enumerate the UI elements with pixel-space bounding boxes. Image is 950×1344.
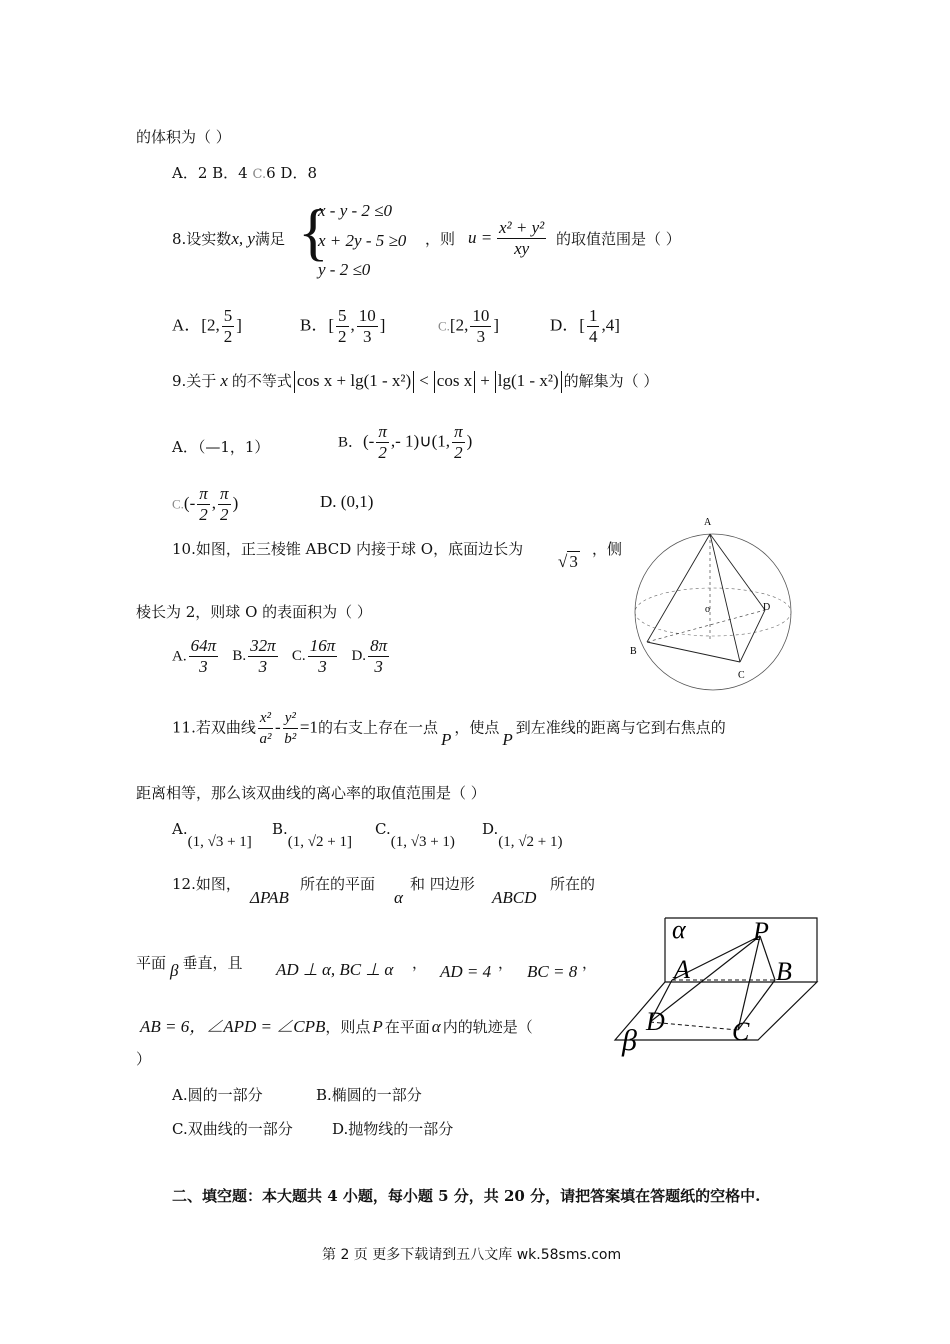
q12-alpha2: α [431,1017,441,1036]
q9-opt-b-pi2: π [454,422,463,441]
page-footer: 第 2 页 更多下载请到五八文库 wk.58sms.com [322,1247,622,1263]
q11-mid2: ，使点 [454,718,500,737]
q10-opt-d-num: 8π [370,636,388,655]
q8-option-c [438,306,499,347]
q9-expr2: cos x [436,371,473,390]
q10-opt-a-label: A. [172,648,187,665]
q8-ineq3: y - 2 ≤0 [318,260,371,279]
q11-eq1: =1 [299,717,318,737]
q8-brace: { [298,196,329,267]
q8-opt-a-den: 2 [223,327,233,346]
q11-option-b [272,820,352,851]
q9-opt-c-close: ) [232,493,239,513]
q11-opt-b: (1, √2 + 1] [287,834,352,850]
q9-opt-c-pi: π [199,484,208,503]
q12-line2 [136,952,243,981]
q10-opt-c-label: C. [291,648,306,665]
q12-cond5: ，∠APD = ∠CPB [189,1017,326,1036]
q9-option-d: D. (0,1) [320,492,374,511]
q11-opt-a: (1, √3 + 1] [187,834,252,850]
q8-then: ，则 [425,230,456,248]
q10-sqrt3: √ 3 [558,552,578,571]
q11-a2: a² [259,731,272,747]
q8-opt-a-num: 5 [223,306,233,325]
q12-abcd: ABCD [492,888,537,907]
q8-opt-c-end: ] [493,315,500,335]
q8-vars: x, y [231,229,255,248]
q11-option-d [482,820,562,851]
fig-label-d: D [646,1007,665,1036]
q12-line3-c: 内的轨迹是（ [442,1018,533,1036]
q11-tail: 到左准线的距离与它到右焦点的 [515,718,726,737]
q10-opt-b-label: B. [232,648,247,665]
q9-lt: < [419,371,429,390]
fig-label-b: B [776,957,792,986]
q7-options-cd: 6 D．8 [266,164,317,182]
q9-opt-c-open: (- [183,493,196,513]
q10-opt-b-num: 32π [250,636,276,655]
q8-suffix: 的取值范围是（ ） [556,230,681,248]
q12-option-b: B.椭圆的一部分 [316,1086,422,1104]
q9-opt-b-2b: 2 [454,443,463,462]
q11-opt-c: (1, √3 + 1) [390,834,455,850]
q11-b2: b² [284,731,297,747]
q8-opt-b-num1: 5 [338,306,347,325]
q9-opt-c-pi2: π [220,484,229,503]
q10-opt-a-num: 64π [190,636,217,655]
q12-cond4: AB = 6 [140,1017,190,1036]
q8-option-b: B．[ $\frac{5}{2}$ , $\frac{10}{3}$ ] [300,306,386,346]
q8-prefix-text: 8.设实数 [172,230,232,248]
q12-comma1: ， [412,954,428,972]
q12-line2-b: 垂直，且 [182,954,243,972]
q9-stem [172,370,658,393]
q9-plus: + [480,371,490,390]
q10-opt-a-den: 3 [199,657,208,676]
fig-label-c: C [732,1017,750,1046]
q11-opt-d-label: D. [482,820,499,838]
q8-option-a [172,306,242,347]
q12-option-c: C.双曲线的一部分 [172,1120,293,1138]
q12-line3-mid: ，则点 [325,1018,371,1036]
fig-label-beta: β [622,1024,637,1057]
q11-opt-b-label: B. [272,820,288,838]
q11-x2: x² [258,708,273,729]
q9-expr1: cos x + lg(1 - x²) [296,371,412,390]
q9-var: x [220,371,228,390]
q9-opt-c-label: C. [172,496,184,512]
q9-opt-b-open: (- [363,431,375,451]
q8-ineq1: x - y - 2 ≤0 [318,201,392,220]
q8-opt-d-end: ,4] [601,315,620,335]
q8-opt-c-num: 10 [472,306,490,325]
label-d: D [763,602,771,613]
q8-u-fraction [495,218,548,259]
q8-u-eq: u = [468,228,493,247]
label-c: C [738,670,745,681]
q10-opt-b-den: 3 [258,657,268,676]
q12-cond3: BC = 8 [527,962,578,981]
q12-cond2: AD = 4 [440,962,492,981]
edge-ad [710,534,765,610]
q8-opt-b-label: B．[ [300,315,334,335]
q11-opt-a-label: A. [172,820,188,838]
q9-opt-b-close: ) [466,431,473,451]
q9-option-b [338,422,472,463]
q8-opt-b-num2: 10 [358,306,376,325]
q11-minus: - [275,717,281,737]
q10-opt-d-label: D. [351,648,367,665]
q8-satisfy: 满足 [254,230,285,248]
q8-opt-a-label: A．[2, [172,315,220,335]
q9-mid: 的不等式 [231,372,292,390]
q10-line2: 棱长为 2，则球 O 的表面积为（ ） [136,603,372,621]
q10-line1: 10.如图，正三棱锥 ABCD 内接于球 O，底面边长为 [172,540,524,558]
q11-option-a [172,820,252,851]
edge-cd [740,610,765,662]
q8-ineq2: x + 2y - 5 ≥0 [318,231,407,250]
fig-label-p: P [753,917,769,946]
q9-option-c [172,484,238,525]
q9-suffix: 的解集为（ ） [563,372,659,390]
q7-option-c-label: C. [252,167,267,182]
q8-opt-d-label: D．[ [550,315,585,335]
q10-opt-c-den: 3 [318,657,327,676]
label-a: A [704,517,712,528]
q9-opt-b-mid: ,- 1)∪(1, [390,431,451,451]
q12-mid2: 和 四边形 [410,875,475,893]
q12-comma2: ， [498,954,514,972]
q12-option-a: A.圆的一部分 [172,1086,263,1104]
q8-u-numerator: x² + y² [499,218,545,237]
q12-prefix: 12.如图， [172,875,241,893]
q12-mid3: 所在的 [550,875,596,893]
section2-heading: 二、填空题：本大题共 4 小题，每小题 5 分，共 20 分，请把答案填在答题纸的空格中. [172,1187,761,1205]
q12-line3 [140,1012,533,1037]
q7-options-ab: A．2 B．4 [172,164,253,182]
q9-opt-c-2: 2 [199,505,208,524]
q10-options [172,636,391,677]
q11-prefix: 11.若双曲线 [172,718,256,737]
q9-opt-c-2b: 2 [220,505,229,524]
q9-option-a: A．（—1，1） [172,438,270,456]
q11-p2: P [502,729,513,749]
q10-sphere-figure [625,512,805,692]
q11-opt-d: (1, √2 + 1) [498,834,563,850]
q12-beta: β [170,961,179,980]
q11-option-c [375,820,455,851]
fig-label-a: A [674,955,690,984]
q11-p1: P [440,729,452,749]
fig-label-alpha: α [672,915,686,944]
q7-options [172,162,317,183]
q12-planes-figure [610,910,830,1060]
q8-prefix [172,228,285,249]
q10-sqrt3-value: 3 [569,552,578,571]
label-b: B [630,646,637,657]
q11-stem [172,708,726,750]
q10-side: ，侧 [592,540,623,558]
q9-prefix: 9.关于 [172,372,217,390]
q12-pab: ΔPAB [250,888,289,907]
q8-opt-a-end: ] [236,315,242,335]
q8-opt-b-den2: 3 [363,327,372,346]
q9-opt-c-comma: , [211,493,217,513]
q12-mid1: 所在的平面 [300,875,376,893]
q10-opt-c-num: 16π [309,636,336,655]
q10-opt-d-den: 3 [374,657,383,676]
q9-expr3: lg(1 - x²) [497,371,559,390]
q12-alpha: α [394,888,403,907]
q11-line2: 距离相等，那么该双曲线的离心率的取值范围是（ ） [136,784,486,802]
label-o: o [705,604,710,615]
q12-p: P [372,1017,383,1036]
q8-opt-c-den: 3 [476,327,486,346]
q11-mid: 的右支上存在一点 [317,718,438,737]
edge-bc [647,642,740,662]
q8-opt-d-den: 4 [588,327,598,346]
q12-line2-a: 平面 [136,954,167,972]
edge-ab [647,534,710,642]
q9-opt-b-2: 2 [378,443,387,462]
q12-option-d: D.抛物线的一部分 [332,1120,454,1138]
q8-opt-d-num: 1 [588,306,598,325]
edge-ac [710,534,740,662]
q9-opt-b-label: B． [338,434,364,451]
q8-opt-c-label: C. [438,318,450,334]
q8-option-d [550,306,620,347]
q8-u-denominator: xy [514,239,530,258]
q11-y2: y² [283,708,298,729]
q8-opt-c-start: [2, [449,315,469,335]
q8-opt-b-end: ] [379,315,386,335]
q11-opt-c-label: C. [375,820,391,838]
q12-close: ） [136,1050,152,1068]
q9-opt-b-pi: π [378,422,387,441]
q8-opt-b-den1: 2 [338,327,347,346]
q7-stem-tail: 的体积为（ ） [136,128,231,146]
q12-line3-b: 在平面 [384,1018,430,1036]
q12-cond1: AD ⊥ α, BC ⊥ α [276,960,394,979]
q12-comma3: ， [582,954,598,972]
